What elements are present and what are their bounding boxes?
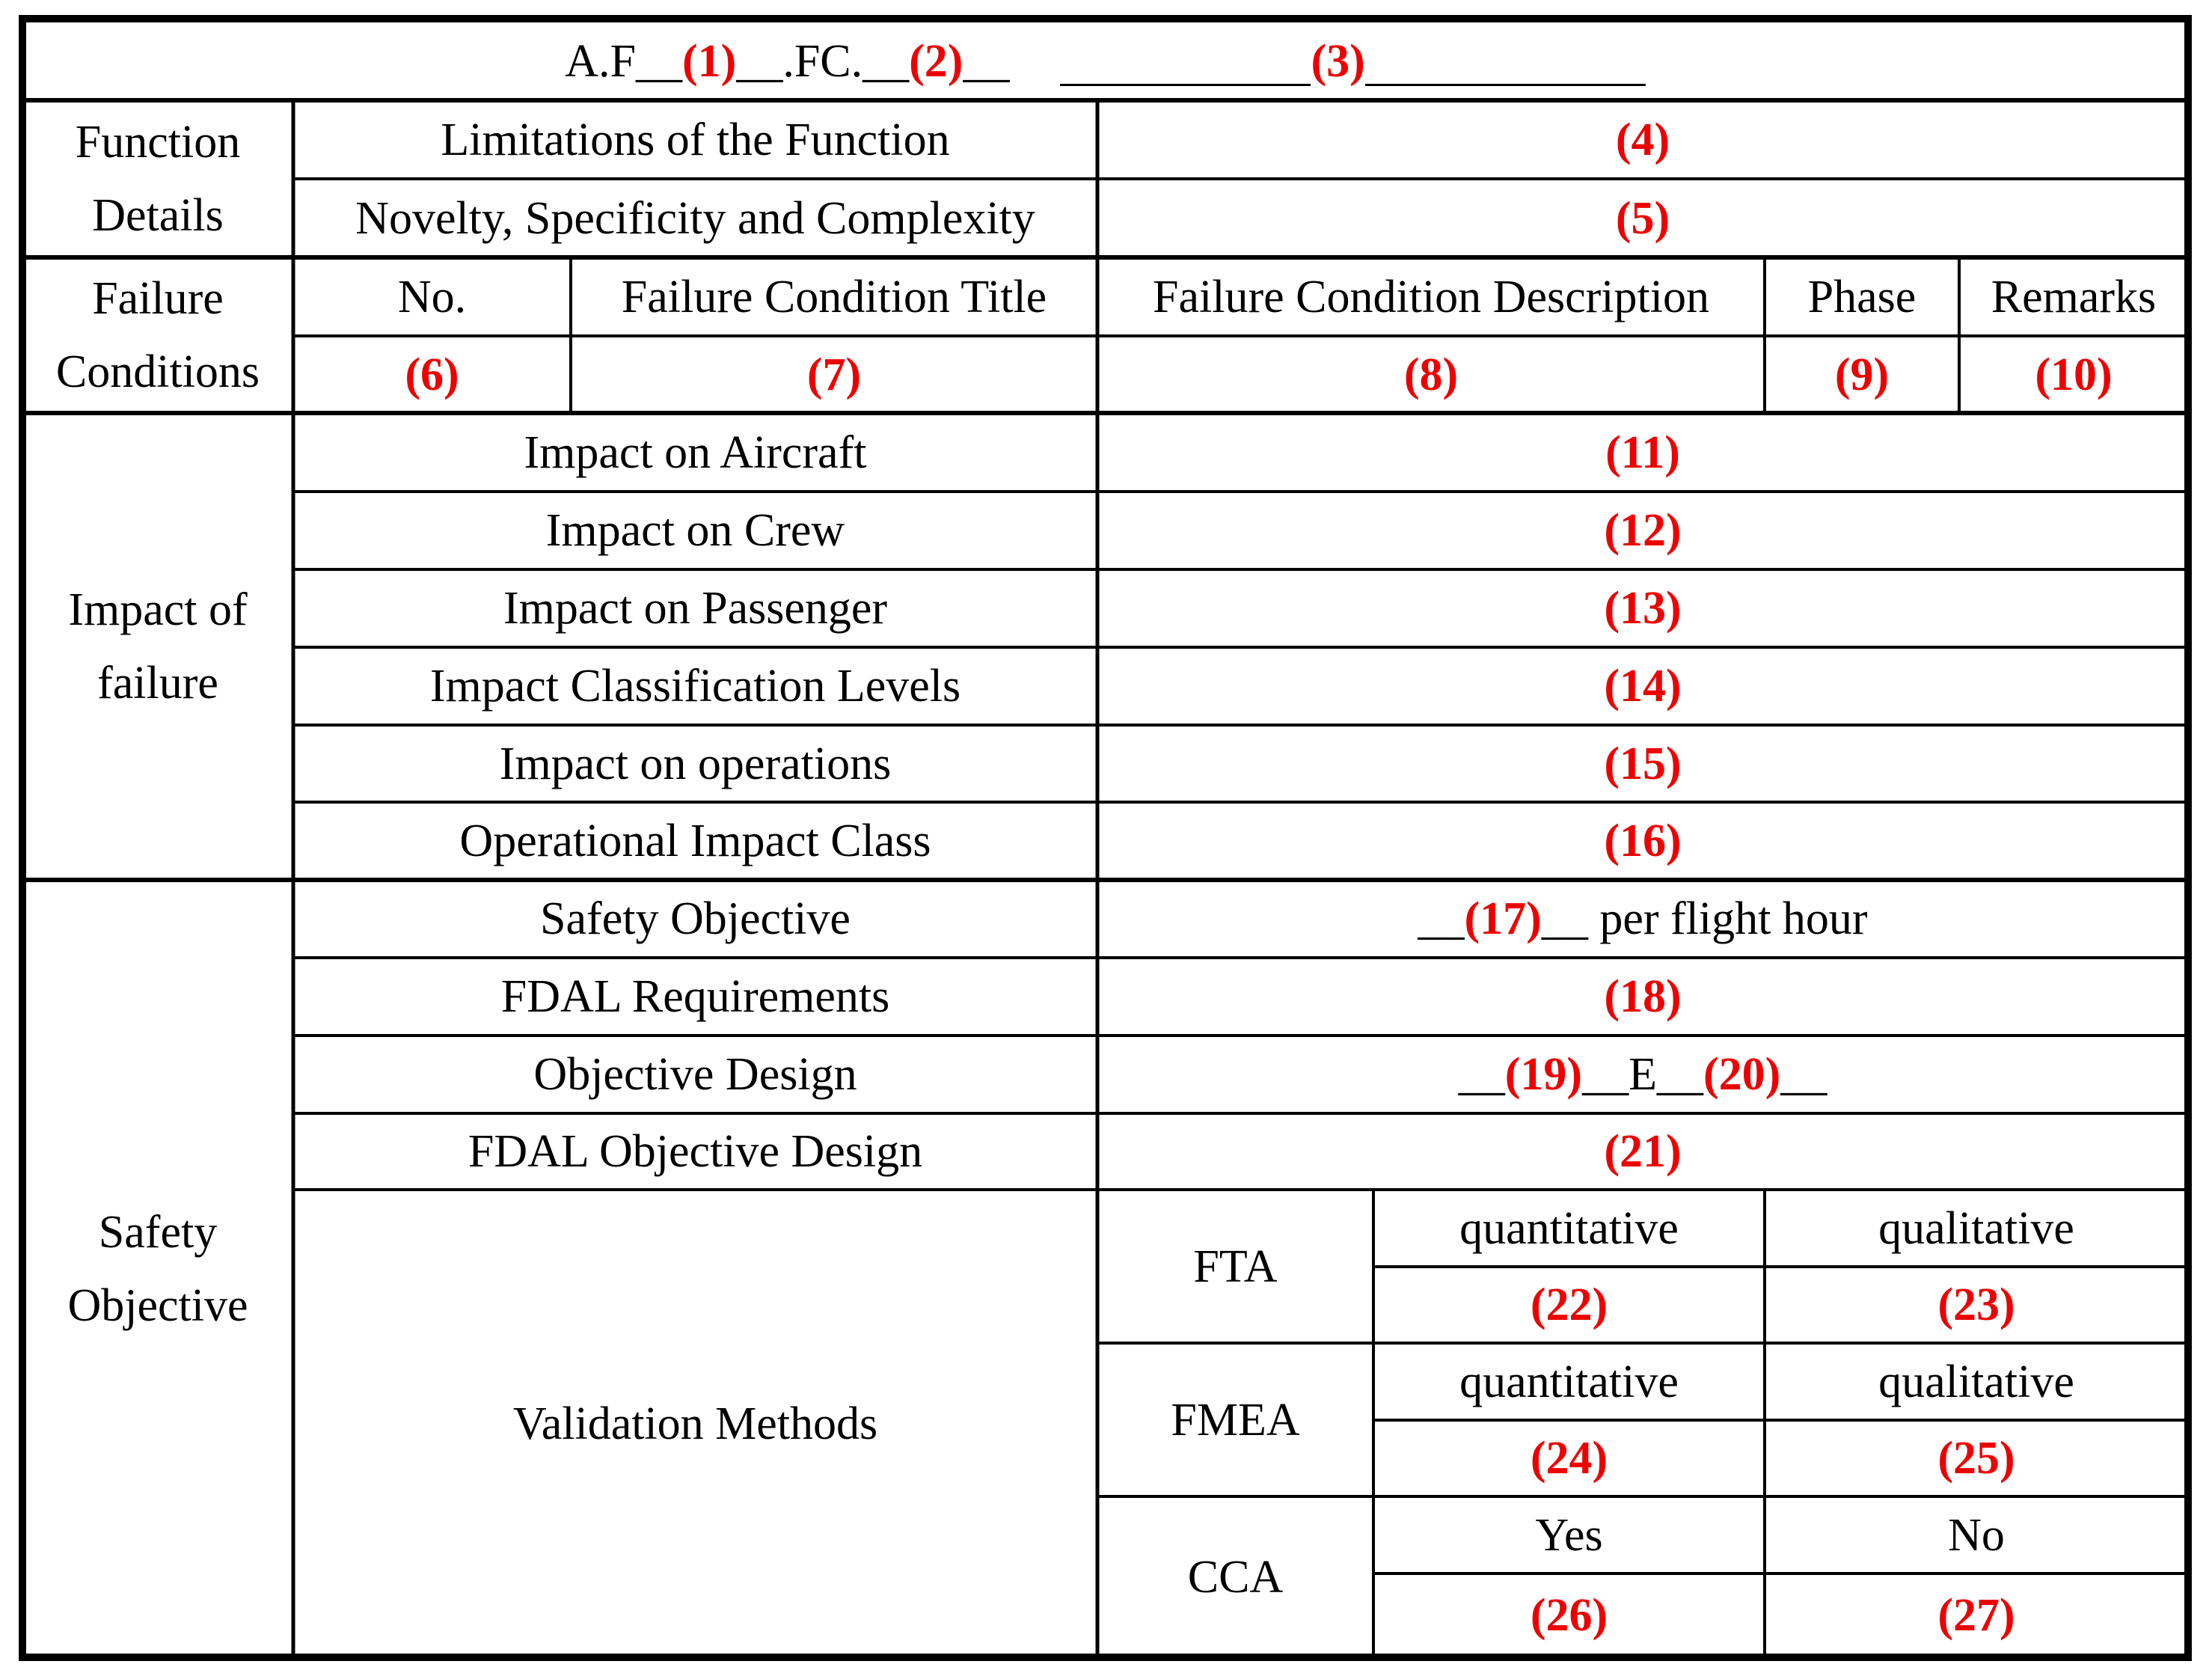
group-label-line: Impact of bbox=[68, 584, 248, 635]
column-header: No. bbox=[397, 271, 467, 322]
field-17: (17) bbox=[1464, 893, 1542, 944]
row-label: FDAL Objective Design bbox=[468, 1126, 923, 1177]
group-label-line: Safety bbox=[98, 1206, 218, 1258]
row-label: Impact on operations bbox=[499, 738, 892, 789]
row-label: Operational Impact Class bbox=[459, 816, 931, 866]
group-function-details bbox=[22, 100, 293, 257]
field-6: (6) bbox=[405, 349, 459, 400]
per-flight-hour: __ per flight hour bbox=[1541, 893, 1868, 944]
column-header: Failure Condition Description bbox=[1153, 271, 1709, 322]
field-27: (27) bbox=[1937, 1590, 2015, 1641]
field-16: (16) bbox=[1604, 816, 1682, 866]
option-label: qualitative bbox=[1878, 1202, 2074, 1254]
group-label-line: Function bbox=[75, 117, 241, 168]
header-blank: __ bbox=[736, 36, 783, 87]
field-26: (26) bbox=[1530, 1590, 1608, 1641]
option-label: qualitative bbox=[1878, 1356, 2074, 1407]
row-label: Impact on Aircraft bbox=[524, 426, 867, 478]
header-prefix: A.F bbox=[565, 36, 637, 87]
group-safety-objective bbox=[22, 880, 293, 1657]
objective-design-value bbox=[1097, 1036, 2188, 1113]
blank: __ bbox=[1418, 893, 1465, 944]
column-header: Failure Condition Title bbox=[621, 271, 1047, 322]
field-19: (19) bbox=[1504, 1049, 1583, 1100]
method-cca: CCA bbox=[1187, 1551, 1284, 1603]
row-label: Impact on Passenger bbox=[503, 583, 888, 634]
header-blank: __ bbox=[963, 36, 1010, 87]
field-22: (22) bbox=[1530, 1279, 1608, 1330]
field-12: (12) bbox=[1604, 505, 1682, 556]
field-14: (14) bbox=[1604, 661, 1682, 712]
group-label-line: Objective bbox=[67, 1279, 248, 1331]
field-7: (7) bbox=[806, 349, 862, 400]
row-label: Safety Objective bbox=[540, 893, 851, 944]
row-label: Impact on Crew bbox=[545, 505, 845, 556]
field-9: (9) bbox=[1834, 349, 1890, 400]
header-field-2: (2) bbox=[909, 36, 963, 87]
field-21: (21) bbox=[1604, 1126, 1682, 1177]
row-label: Objective Design bbox=[533, 1049, 857, 1100]
field-5: (5) bbox=[1615, 192, 1670, 244]
method-fmea: FMEA bbox=[1171, 1394, 1300, 1446]
field-25: (25) bbox=[1937, 1433, 2015, 1484]
header-mid: .FC. bbox=[782, 36, 863, 87]
header-field-3: (3) bbox=[1311, 36, 1365, 87]
exponent-separator: __E__ bbox=[1582, 1049, 1703, 1100]
header-blank: __ bbox=[863, 36, 910, 87]
group-label-line: Details bbox=[92, 190, 224, 241]
header-underline-right bbox=[1365, 37, 1646, 86]
row-label: Limitations of the Function bbox=[441, 114, 950, 165]
field-8: (8) bbox=[1403, 349, 1459, 400]
option-label: No bbox=[1948, 1509, 2005, 1561]
safety-objective-value bbox=[1097, 880, 2188, 958]
group-failure-conditions bbox=[22, 257, 293, 413]
group-label-line: Failure bbox=[92, 273, 224, 324]
field-11: (11) bbox=[1605, 426, 1680, 478]
validation-methods-label: Validation Methods bbox=[512, 1398, 878, 1449]
option-label: Yes bbox=[1535, 1509, 1603, 1561]
header-blank: __ bbox=[636, 36, 683, 87]
option-label: quantitative bbox=[1459, 1202, 1679, 1254]
group-impact-of-failure bbox=[22, 413, 293, 880]
field-13: (13) bbox=[1604, 583, 1682, 634]
method-fta: FTA bbox=[1193, 1241, 1278, 1292]
header-field-1: (1) bbox=[682, 36, 737, 87]
row-label: Novelty, Specificity and Complexity bbox=[355, 192, 1035, 244]
field-24: (24) bbox=[1530, 1433, 1608, 1484]
header-underline-left bbox=[1060, 37, 1311, 86]
option-label: quantitative bbox=[1459, 1356, 1679, 1407]
row-label: FDAL Requirements bbox=[500, 971, 890, 1022]
field-18: (18) bbox=[1604, 971, 1682, 1022]
row-label: Impact Classification Levels bbox=[429, 661, 961, 712]
field-20: (20) bbox=[1703, 1049, 1781, 1100]
column-header: Phase bbox=[1807, 271, 1917, 322]
field-10: (10) bbox=[2035, 349, 2113, 400]
blank: __ bbox=[1780, 1049, 1827, 1100]
group-label-line: failure bbox=[97, 658, 218, 709]
column-header: Remarks bbox=[1991, 271, 2157, 322]
field-4: (4) bbox=[1615, 114, 1670, 165]
form-header bbox=[22, 22, 2188, 100]
blank: __ bbox=[1458, 1049, 1505, 1100]
field-15: (15) bbox=[1604, 738, 1682, 789]
field-23: (23) bbox=[1937, 1279, 2015, 1330]
group-label-line: Conditions bbox=[55, 346, 260, 397]
